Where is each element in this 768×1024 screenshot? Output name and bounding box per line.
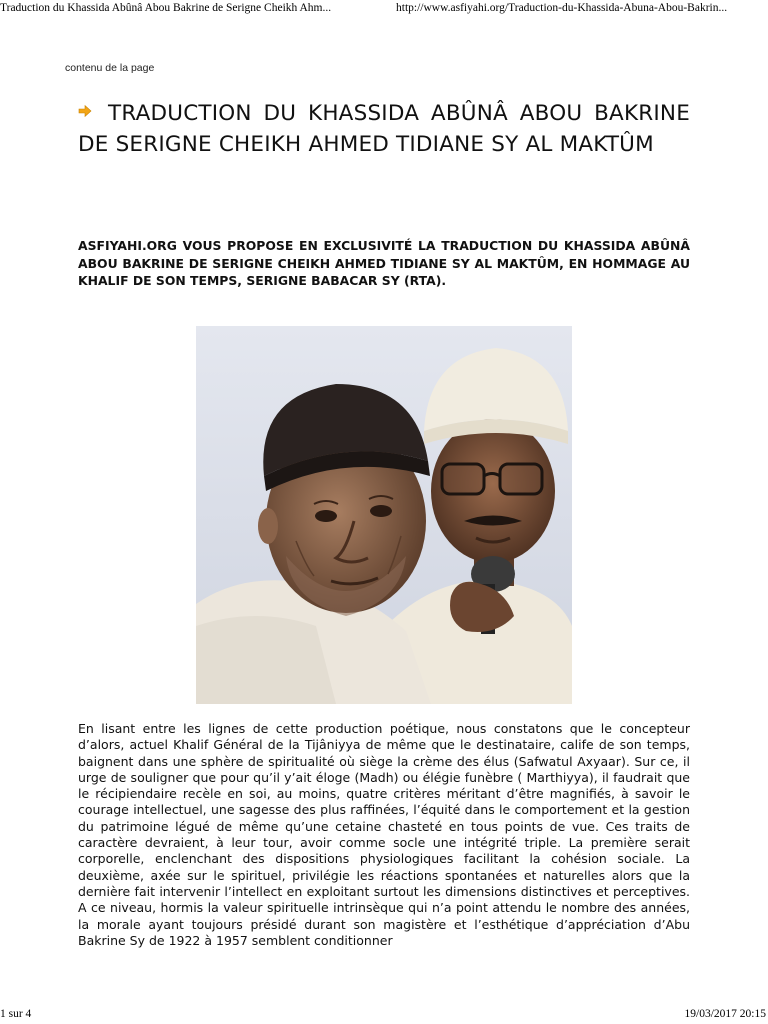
article-title-text: TRADUCTION DU KHASSIDA ABÛNÂ ABOU BAKRINE DE SERIGNE CHEIKH AHMED TIDIANE SY AL MAKTÛM [78, 101, 690, 157]
article-intro: ASFIYAHI.ORG VOUS PROPOSE EN EXCLUSIVITÉ LA TRADUCTION DU KHASSIDA ABÛNÂ ABOU BAKRINE DE SERIGNE CHEIKH AHMED TIDIANE SY AL MAKTÛM, EN HOMMAGE AU KHALIF DE SON TEMPS, SERIGNE BABACAR SY (RTA). [78, 238, 690, 288]
page-content-label: contenu de la page [65, 62, 155, 74]
orange-arrow-icon [78, 104, 92, 118]
portrait-photo [196, 326, 572, 704]
print-header [0, 0, 768, 18]
print-header-url: http://www.asfiyahi.org/Traduction-du-Khassida-Abuna-Abou-Bakrin... [396, 2, 728, 14]
article-title [78, 98, 690, 160]
print-header-title: Traduction du Khassida Abûnâ Abou Bakrine de Serigne Cheikh Ahm... [0, 2, 332, 14]
print-footer [0, 1006, 768, 1024]
article-body: En lisant entre les lignes de cette production poétique, nous constatons que le concepteur d’alors, actuel Khalif Général de la Tijâniyya de même que le destinataire, calife de son temps, baignent dans une sphère de spiritualité où siège la crème des élus (Safwatul Axyaar). Sur ce, il urge de souligner que pour qu’il y’ait éloge (Madh) ou élégie funèbre ( Marthiyya), il faudrait que le récipiendaire recèle en soi, au moins, quatre critères méritant d’être magnifiés, à savoir le courage intellectuel, une sagesse des plus raffinées, l’équité dans le comportement et la gestion du patrimoine légué de même qu’une cetaine chasteté en tous points de vue. Ces traits de caractère devraient, à leur tour, avoir comme socle une intégrité triple. La première serait corporelle, enclenchant des dispositions physiologiques facilitant la cohésion sociale. La deuxième, axée sur le spirituel, privilégie les réactions spontanées et naturelles alors que la dernière fait intervenir l’intellect en exploitant surtout les dimensions distinctives et perceptives. A ce niveau, hormis la valeur spirituelle intrinsèque qui n’a point attendu le nombre des années, la morale ayant toujours présidé durant son magistère et l’esthétique d’appréciation d’Abu Bakrine Sy de 1922 à 1957 semblent conditionner [78, 721, 690, 948]
print-datetime: 19/03/2017 20:15 [684, 1008, 766, 1020]
page-number: 1 sur 4 [0, 1008, 32, 1020]
